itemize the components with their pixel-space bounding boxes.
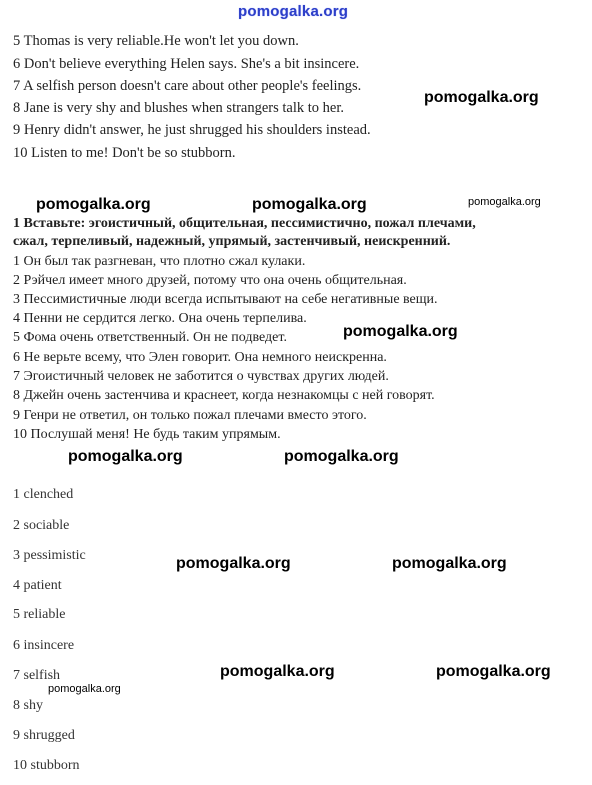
russian-sentence: 6 Не верьте всему, что Элен говорит. Она немного неискренна. — [13, 350, 387, 365]
answer-item: 9 shrugged — [13, 728, 75, 743]
watermark: pomogalka.org — [252, 196, 367, 213]
answer-item: 6 insincere — [13, 638, 75, 653]
watermark: pomogalka.org — [220, 663, 335, 680]
answer-item: 1 clenched — [13, 487, 74, 502]
watermark: pomogalka.org — [343, 323, 458, 340]
russian-sentence: 2 Рэйчел имеет много друзей, потому что она очень общительная. — [13, 273, 407, 288]
russian-sentence: 10 Послушай меня! Не будь таким упрямым. — [13, 427, 281, 442]
answer-item: 10 stubborn — [13, 758, 80, 773]
answer-item: 8 shy — [13, 698, 43, 713]
russian-sentence: 3 Пессимистичные люди всегда испытывают на себе негативные вещи. — [13, 292, 438, 307]
english-sentence: 9 Henry didn't answer, he just shrugged his shoulders instead. — [13, 122, 371, 138]
watermark: pomogalka.org — [176, 555, 291, 572]
watermark: pomogalka.org — [392, 555, 507, 572]
answer-item: 5 reliable — [13, 607, 66, 622]
english-sentence: 5 Thomas is very reliable.He won't let you down. — [13, 33, 299, 49]
top-watermark: pomogalka.org — [238, 3, 349, 20]
russian-sentence: 5 Фома очень ответственный. Он не подведет. — [13, 330, 287, 345]
russian-sentence: 8 Джейн очень застенчива и краснеет, когда незнакомцы с ней говорят. — [13, 388, 435, 403]
russian-sentence: 4 Пенни не сердится легко. Она очень терпелива. — [13, 311, 307, 326]
watermark: pomogalka.org — [436, 663, 551, 680]
russian-sentence: 1 Он был так разгневан, что плотно сжал кулаки. — [13, 254, 306, 269]
english-sentence: 6 Don't believe everything Helen says. She's a bit insincere. — [13, 56, 360, 72]
answer-item: 2 sociable — [13, 518, 70, 533]
task-heading-line: 1 Вставьте: эгоистичный, общительная, пессимистично, пожал плечами, — [13, 216, 476, 231]
answer-item: 3 pessimistic — [13, 548, 86, 563]
english-sentence: 8 Jane is very shy and blushes when strangers talk to her. — [13, 100, 345, 116]
russian-sentence: 7 Эгоистичный человек не заботится о чувствах других людей. — [13, 369, 389, 384]
watermark: pomogalka.org — [468, 196, 541, 208]
watermark: pomogalka.org — [36, 196, 151, 213]
answer-item: 4 patient — [13, 578, 62, 593]
watermark: pomogalka.org — [48, 683, 121, 695]
watermark: pomogalka.org — [284, 448, 399, 465]
answer-item: 7 selfish — [13, 668, 61, 683]
english-sentence: 7 A selfish person doesn't care about other people's feelings. — [13, 78, 362, 94]
watermark: pomogalka.org — [424, 89, 539, 106]
english-sentence: 10 Listen to me! Don't be so stubborn. — [13, 145, 236, 161]
watermark: pomogalka.org — [68, 448, 183, 465]
russian-sentence: 9 Генри не ответил, он только пожал плечами вместо этого. — [13, 408, 367, 423]
task-heading-line: сжал, терпеливый, надежный, упрямый, застенчивый, неискренний. — [13, 234, 451, 249]
